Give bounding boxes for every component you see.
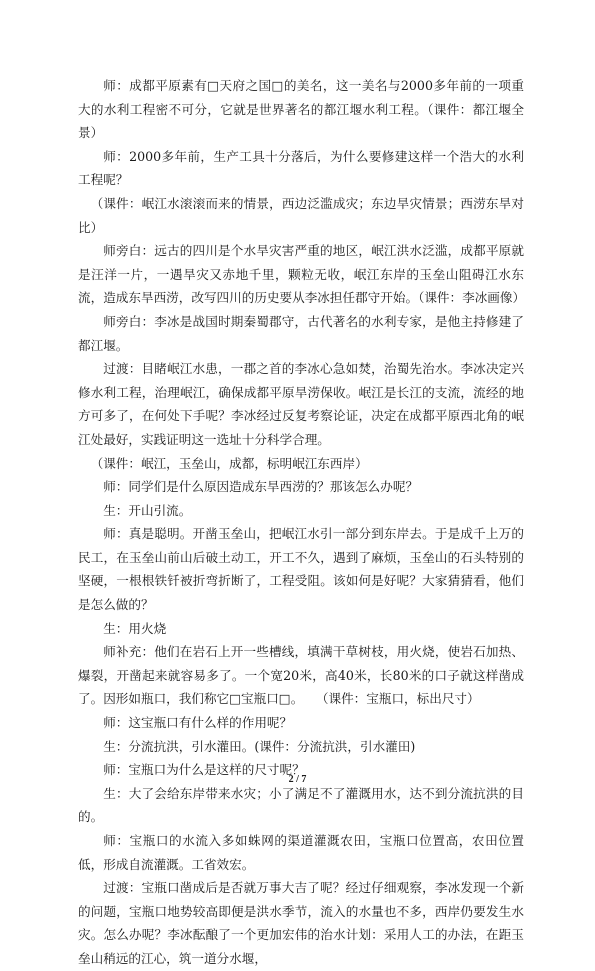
document-body [78, 74, 524, 971]
paragraph: 师：宝瓶口为什么是这样的尺寸呢？ [103, 762, 305, 778]
paragraph: 生：开山引流。 [103, 502, 192, 518]
paragraph: 师：真是聪明。开凿玉垒山，把岷江水引一部分到东岸去。于是成千上万的民工，在玉垒山前山后破土动工，开工不久，遇到了麻烦，玉垒山的石头特别的坚硬，一根根铁钎被折弯折断了，工程受阻。该如何是好呢？大家猜猜看，他们是怎么做的？ [78, 526, 524, 613]
paragraph: 师旁白：李冰是战国时期秦蜀郡守，古代著名的水利专家，是他主持修建了都江堰。 [78, 313, 524, 353]
paragraph: 师补充：他们在岩石上开一些槽线，填满干草树枝，用火烧，使岩石加热、爆裂，开凿起来就容易多了。一个宽20米，高40米，长80米的口子就这样凿成了。因形如瓶口，我们称它□宝瓶口□。 （课件：宝瓶口，标出尺寸） [78, 644, 524, 707]
paragraph: 师：2000多年前，生产工具十分落后，为什么要修建这样一个浩大的水利工程呢？ [78, 148, 524, 188]
page-number: 2 / 7 [288, 774, 307, 785]
paragraph: 生：分流抗洪，引水灌田。(课件：分流抗洪，引水灌田) [103, 738, 416, 754]
courseware-note: （课件：岷江，玉垒山，成都，标明岷江东西岸） [90, 455, 368, 471]
paragraph: 师：成都平原素有□天府之国□的美名，这一美名与2000多年前的一项重大的水利工程密不可分，它就是世界著名的都江堰水利工程。（课件：都江堰全景） [78, 78, 524, 141]
paragraph: 师：这宝瓶口有什么样的作用呢？ [103, 715, 293, 731]
paragraph: 生：用火烧 [103, 620, 167, 636]
paragraph: 师：同学们是什么原因造成东旱西涝的？那该怎么办呢？ [103, 479, 419, 495]
courseware-note: （课件：岷江水滚滚而来的情景，西边泛滥成灾；东边旱灾情景；西涝东旱对比） [78, 195, 524, 235]
paragraph: 师：宝瓶口的水流入多如蛛网的渠道灌溉农田，宝瓶口位置高，农田位置低，形成自流灌溉。工省效宏。 [78, 833, 524, 872]
paragraph: 过渡：宝瓶口凿成后是否就万事大吉了呢？经过仔细观察，李冰发现一个新的问题，宝瓶口地势较高即便是洪水季节，流入的水量也不多，西岸仍要发生水灾。怎么办呢？李冰酝酿了一个更加宏伟的治水计划：采用人工的办法，在距玉垒山稍远的江心，筑一道分水堰， [78, 880, 524, 966]
paragraph: 过渡：目睹岷江水患，一郡之首的李冰心急如焚，治蜀先治水。李冰决定兴修水利工程，治理岷江，确保成都平原旱涝保收。岷江是长江的支流，流经的地方可多了，在何处下手呢？李冰经过反复考察论证，决定在成都平原西北角的岷江处最好，实践证明这一选址十分科学合理。 [78, 361, 524, 447]
paragraph: 师旁白：远古的四川是个水旱灾害严重的地区，岷江洪水泛滥，成都平原就是汪洋一片，一遇旱灾又赤地千里，颗粒无收，岷江东岸的玉垒山阻碍江水东流，造成东旱西涝，改写四川的历史要从李冰担任郡守开始。（课件：李冰画像） [78, 243, 526, 306]
paragraph: 生：大了会给东岸带来水灾；小了满足不了灌溉用水，达不到分流抗洪的目的。 [78, 785, 524, 825]
